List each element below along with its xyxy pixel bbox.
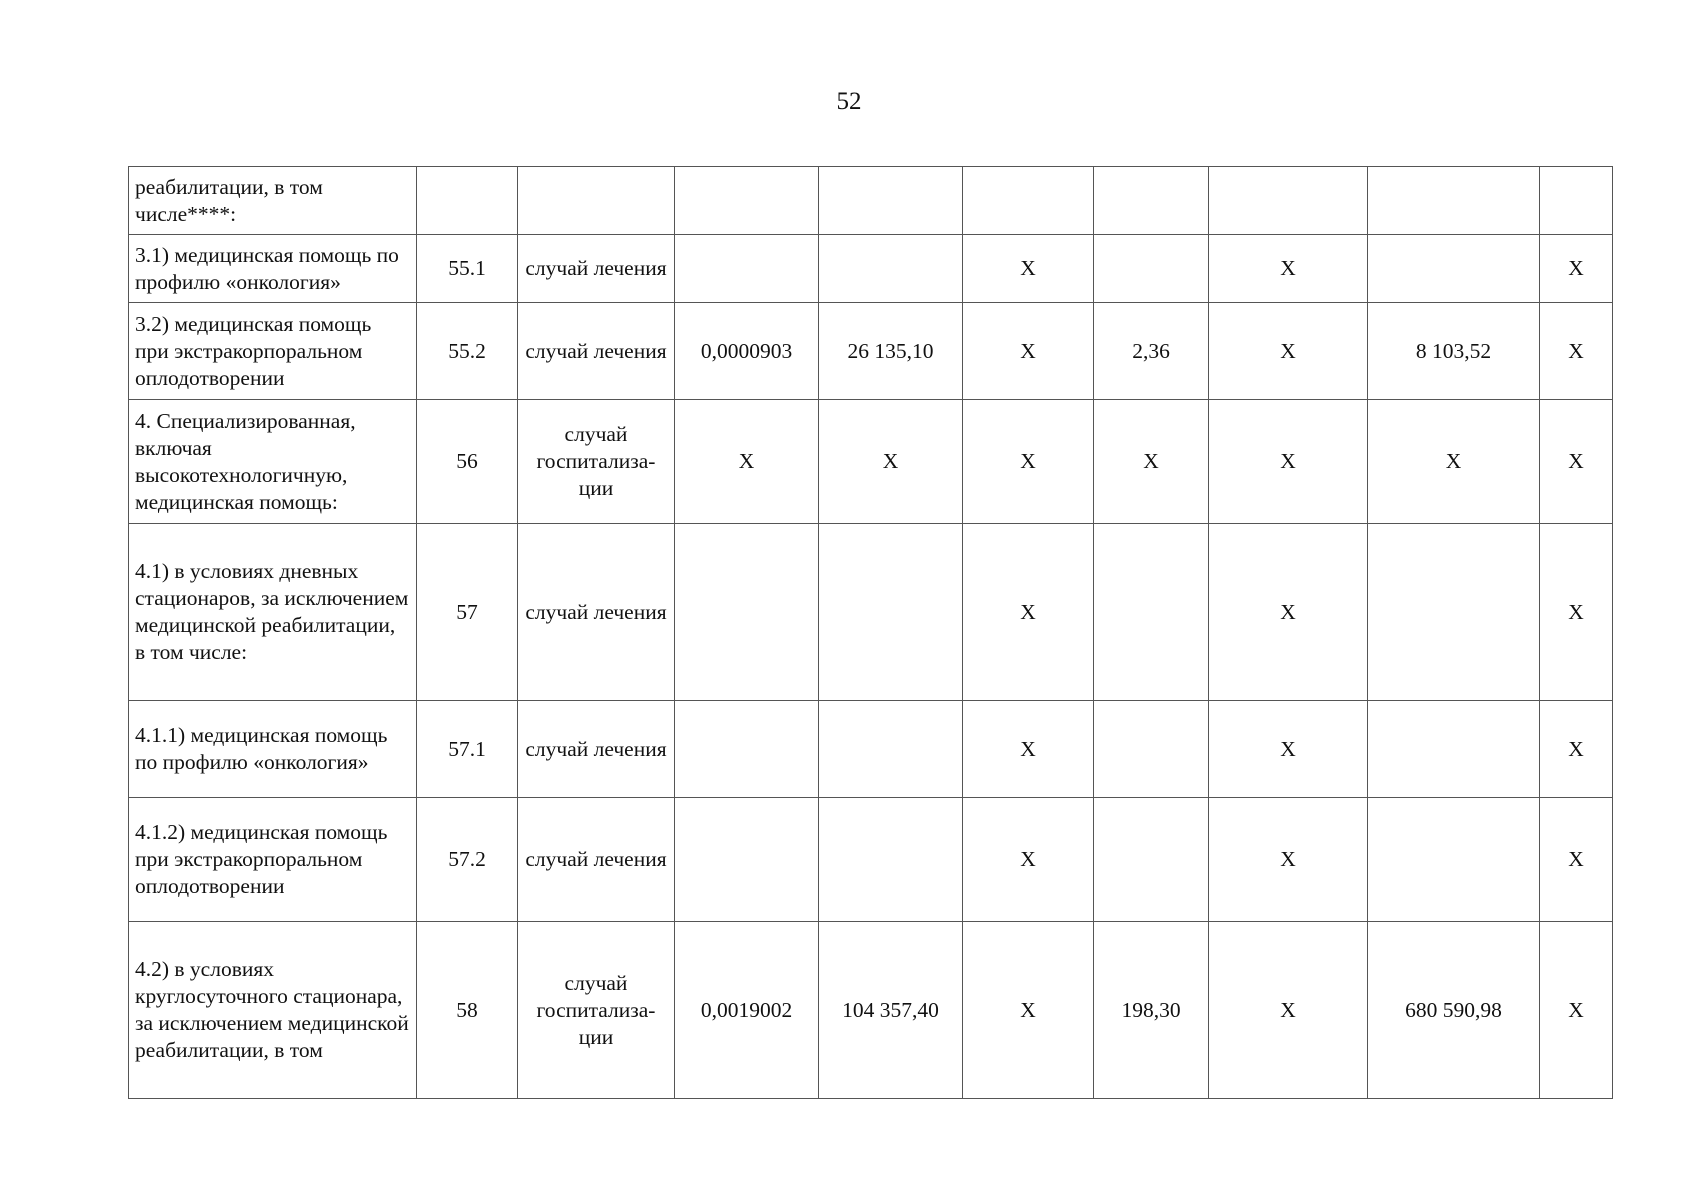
- value-cell: X: [1209, 303, 1368, 400]
- table-row: [129, 922, 1613, 1099]
- unit-cell: случай лечения: [518, 235, 675, 303]
- unit-cell: случай лечения: [518, 798, 675, 922]
- value-cell: X: [1540, 303, 1613, 400]
- value-cell: [963, 167, 1094, 235]
- value-cell: X: [1094, 400, 1209, 524]
- row-name-cell: 4.2) в условиях круглосуточного стационара, за исключением медицинской реабилитации, в том: [129, 922, 417, 1099]
- value-cell: X: [1540, 798, 1613, 922]
- value-cell: X: [1209, 701, 1368, 798]
- value-cell: [819, 167, 963, 235]
- value-cell: X: [1540, 922, 1613, 1099]
- value-cell: [819, 524, 963, 701]
- value-cell: X: [1540, 235, 1613, 303]
- value-cell: [1094, 798, 1209, 922]
- value-cell: X: [963, 701, 1094, 798]
- value-cell: X: [1368, 400, 1540, 524]
- value-cell: X: [675, 400, 819, 524]
- row-name-cell: 4.1.2) медицинская помощь при экстракорпоральном оплодотворении: [129, 798, 417, 922]
- value-cell: [1368, 524, 1540, 701]
- value-cell: [675, 167, 819, 235]
- value-cell: [1094, 524, 1209, 701]
- unit-cell: случай лечения: [518, 524, 675, 701]
- code-cell: [417, 167, 518, 235]
- code-cell: 57: [417, 524, 518, 701]
- value-cell: [675, 798, 819, 922]
- code-cell: 57.2: [417, 798, 518, 922]
- value-cell: 680 590,98: [1368, 922, 1540, 1099]
- table-row: [129, 524, 1613, 701]
- value-cell: X: [1209, 400, 1368, 524]
- value-cell: 198,30: [1094, 922, 1209, 1099]
- unit-cell: случай лечения: [518, 701, 675, 798]
- row-name-cell: реабилитации, в том числе****:: [129, 167, 417, 235]
- value-cell: 2,36: [1094, 303, 1209, 400]
- value-cell: X: [963, 798, 1094, 922]
- value-cell: X: [1209, 235, 1368, 303]
- value-cell: [1368, 701, 1540, 798]
- value-cell: [1094, 701, 1209, 798]
- value-cell: [1209, 167, 1368, 235]
- value-cell: X: [819, 400, 963, 524]
- table-row: [129, 303, 1613, 400]
- table-row: [129, 167, 1613, 235]
- value-cell: X: [1209, 922, 1368, 1099]
- value-cell: [1094, 167, 1209, 235]
- code-cell: 55.2: [417, 303, 518, 400]
- table-row: [129, 235, 1613, 303]
- value-cell: X: [1209, 798, 1368, 922]
- value-cell: X: [963, 922, 1094, 1099]
- row-name-cell: 4. Специализированная, включая высокотехнологичную, медицинская помощь:: [129, 400, 417, 524]
- value-cell: X: [963, 235, 1094, 303]
- value-cell: 0,0019002: [675, 922, 819, 1099]
- row-name-cell: 3.1) медицинская помощь по профилю «онкология»: [129, 235, 417, 303]
- value-cell: [1368, 167, 1540, 235]
- value-cell: X: [1540, 524, 1613, 701]
- data-table: [128, 166, 1613, 1099]
- row-name-cell: 4.1.1) медицинская помощь по профилю «онкология»: [129, 701, 417, 798]
- value-cell: [675, 524, 819, 701]
- value-cell: 0,0000903: [675, 303, 819, 400]
- row-name-cell: 3.2) медицинская помощь при экстракорпоральном оплодотворении: [129, 303, 417, 400]
- unit-cell: случай госпитализа-ции: [518, 922, 675, 1099]
- value-cell: 104 357,40: [819, 922, 963, 1099]
- value-cell: 26 135,10: [819, 303, 963, 400]
- value-cell: [819, 798, 963, 922]
- code-cell: 57.1: [417, 701, 518, 798]
- value-cell: 8 103,52: [1368, 303, 1540, 400]
- row-name-cell: 4.1) в условиях дневных стационаров, за исключением медицинской реабилитации, в том числе:: [129, 524, 417, 701]
- code-cell: 56: [417, 400, 518, 524]
- value-cell: [1368, 798, 1540, 922]
- value-cell: [819, 701, 963, 798]
- value-cell: [819, 235, 963, 303]
- code-cell: 55.1: [417, 235, 518, 303]
- unit-cell: [518, 167, 675, 235]
- value-cell: X: [1540, 400, 1613, 524]
- value-cell: X: [1209, 524, 1368, 701]
- value-cell: [675, 701, 819, 798]
- value-cell: X: [963, 524, 1094, 701]
- table-row: [129, 798, 1613, 922]
- value-cell: [1540, 167, 1613, 235]
- table-row: [129, 701, 1613, 798]
- table-row: [129, 400, 1613, 524]
- value-cell: [675, 235, 819, 303]
- value-cell: X: [963, 400, 1094, 524]
- value-cell: X: [963, 303, 1094, 400]
- page-number: 52: [836, 88, 862, 115]
- code-cell: 58: [417, 922, 518, 1099]
- unit-cell: случай лечения: [518, 303, 675, 400]
- value-cell: X: [1540, 701, 1613, 798]
- unit-cell: случай госпитализа-ции: [518, 400, 675, 524]
- value-cell: [1094, 235, 1209, 303]
- value-cell: [1368, 235, 1540, 303]
